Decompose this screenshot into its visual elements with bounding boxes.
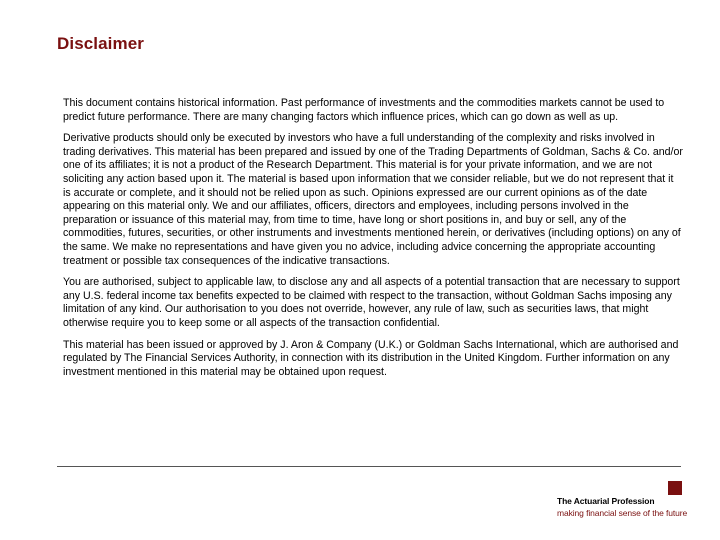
logo-name: The Actuarial Profession [557, 496, 655, 506]
footer-divider [57, 466, 681, 467]
actuarial-profession-logo [557, 481, 707, 521]
disclaimer-body [63, 97, 683, 387]
disclaimer-paragraph-tax-authorisation: You are authorised, subject to applicable law, to disclose any and all aspects of a potential transaction that are necessary to support any U.S. federal income tax benefits expected to be claimed with respect to the transaction, without Goldman Sachs imposing any limitation of any kind. Our authorisation to you does not override, however, any rule of law, such as securities laws, that might otherwise require you to keep some or all aspects of the transaction confidential. [63, 276, 680, 329]
disclaimer-paragraph-regulation: This material has been issued or approved by J. Aron & Company (U.K.) or Goldman Sachs International, which are authorised and regulated by The Financial Services Authority, in connection with its distribution in the United Kingdom. Further information on any investment mentioned in this material may be obtained upon request. [63, 338, 679, 378]
disclaimer-paragraph-historical: This document contains historical information. Past performance of investments and the commodities markets cannot be used to predict future performance. There are many changing factors which influence prices, which can go down as well as up. [63, 97, 665, 123]
disclaimer-paragraph-derivatives: Derivative products should only be executed by investors who have a full understanding of the complexity and risks involved in trading derivatives. This material has been prepared and issued by one of the Trading Departments of Goldman, Sachs & Co. and/or one of its affiliates; it is not a product of the Research Department. This material is for your private information, and we are not soliciting any action based upon it. The material is based upon information that we consider reliable, but we do not represent that it is accurate or complete, and it should not be relied upon as such. Opinions expressed are our current opinions as of the date appearing on this material only. We and our affiliates, officers, directors and employees, including persons involved in the preparation or issuance of this material may, from time to time, have long or short positions in, and buy or sell, any of the commodities, futures, securities, or other instruments and investments mentioned herein, or derivatives (including options) on any of the same. We make no representations and have given you no advice, including advice concerning the appropriate accounting treatment or possible tax consequences of the indicative transactions. [63, 132, 683, 267]
logo-square-icon [668, 481, 682, 495]
page-title: Disclaimer [57, 34, 144, 53]
logo-tagline: making financial sense of the future [557, 508, 688, 518]
